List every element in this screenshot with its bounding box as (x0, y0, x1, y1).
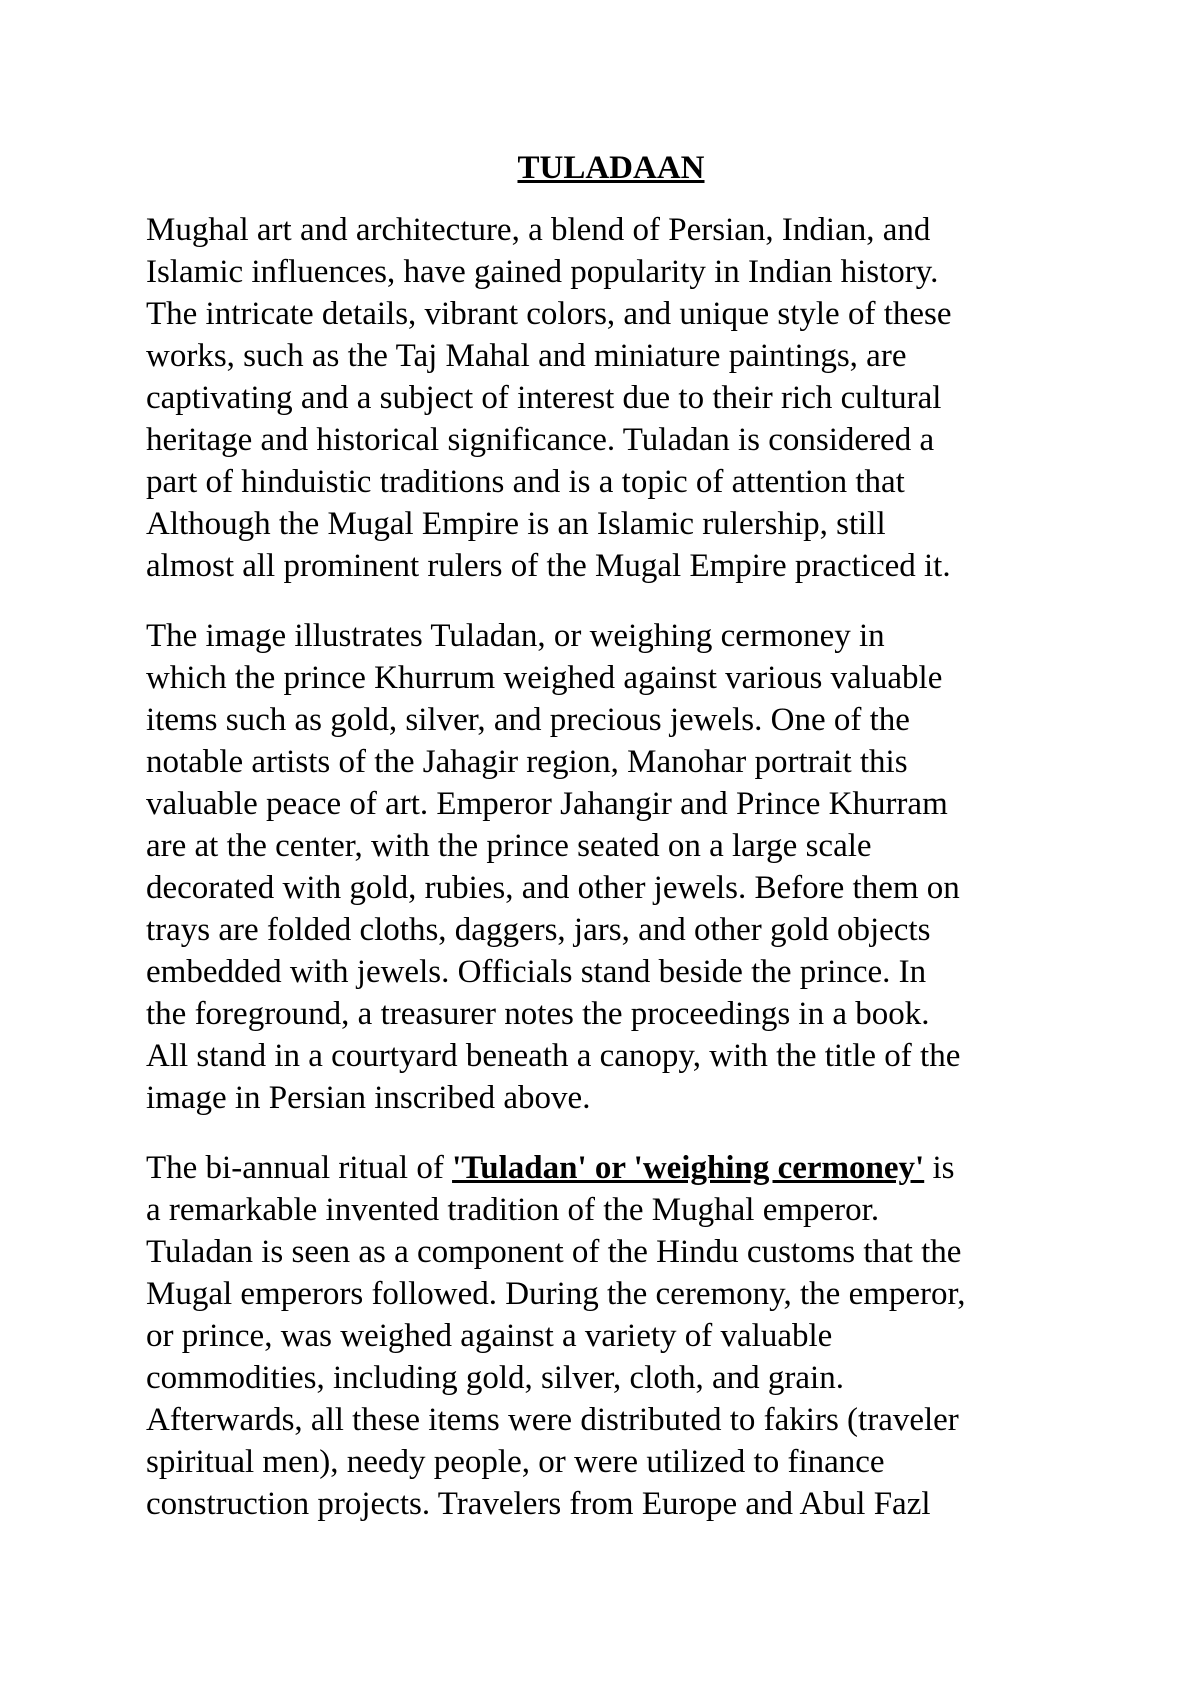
text-line: Although the Mugal Empire is an Islamic rulership, still (146, 506, 886, 542)
text-line: Afterwards, all these items were distributed to fakirs (traveler (146, 1402, 959, 1438)
text-line: which the prince Khurrum weighed against various valuable (146, 660, 943, 696)
paragraph-mughal-art (146, 209, 1076, 587)
text-line: or prince, was weighed against a variety of valuable (146, 1318, 833, 1354)
paragraph-ritual (146, 1147, 1076, 1525)
text-line-with-emphasis (146, 1147, 1076, 1189)
text-line: heritage and historical significance. Tuladan is considered a (146, 422, 935, 458)
text-run: is (924, 1150, 955, 1186)
text-line: The image illustrates Tuladan, or weighing cermoney in (146, 618, 885, 654)
text-line: spiritual men), needy people, or were utilized to finance (146, 1444, 885, 1480)
text-line: part of hinduistic traditions and is a topic of attention that (146, 464, 905, 500)
document-body (146, 148, 1076, 1553)
text-line: embedded with jewels. Officials stand beside the prince. In (146, 954, 927, 990)
text-line: a remarkable invented tradition of the Mughal emperor. (146, 1192, 880, 1228)
text-line: notable artists of the Jahagir region, Manohar portrait this (146, 744, 908, 780)
text-line: construction projects. Travelers from Europe and Abul Fazl (146, 1486, 931, 1522)
text-line: Islamic influences, have gained popularity in Indian history. (146, 254, 939, 290)
text-line: captivating and a subject of interest due to their rich cultural (146, 380, 942, 416)
text-run: The bi-annual ritual of (146, 1150, 453, 1186)
text-line: are at the center, with the prince seated on a large scale (146, 828, 872, 864)
document-title: TULADAAN (517, 150, 705, 186)
text-line: The intricate details, vibrant colors, and unique style of these (146, 296, 952, 332)
paragraph-image-description (146, 615, 1076, 1119)
text-line: Mugal emperors followed. During the ceremony, the emperor, (146, 1276, 966, 1312)
text-line: works, such as the Taj Mahal and miniature paintings, are (146, 338, 907, 374)
text-line: Mughal art and architecture, a blend of Persian, Indian, and (146, 212, 931, 248)
text-line: valuable peace of art. Emperor Jahangir and Prince Khurram (146, 786, 948, 822)
text-line: Tuladan is seen as a component of the Hindu customs that the (146, 1234, 962, 1270)
emphasized-term: 'Tuladan' or 'weighing cermoney' (452, 1150, 925, 1186)
text-line: All stand in a courtyard beneath a canopy, with the title of the (146, 1038, 961, 1074)
text-line: decorated with gold, rubies, and other jewels. Before them on (146, 870, 960, 906)
text-line: image in Persian inscribed above. (146, 1080, 591, 1116)
text-line: commodities, including gold, silver, cloth, and grain. (146, 1360, 844, 1396)
text-line: items such as gold, silver, and precious jewels. One of the (146, 702, 910, 738)
text-line: the foreground, a treasurer notes the proceedings in a book. (146, 996, 930, 1032)
text-line: almost all prominent rulers of the Mugal Empire practiced it. (146, 548, 951, 584)
text-line: trays are folded cloths, daggers, jars, and other gold objects (146, 912, 931, 948)
